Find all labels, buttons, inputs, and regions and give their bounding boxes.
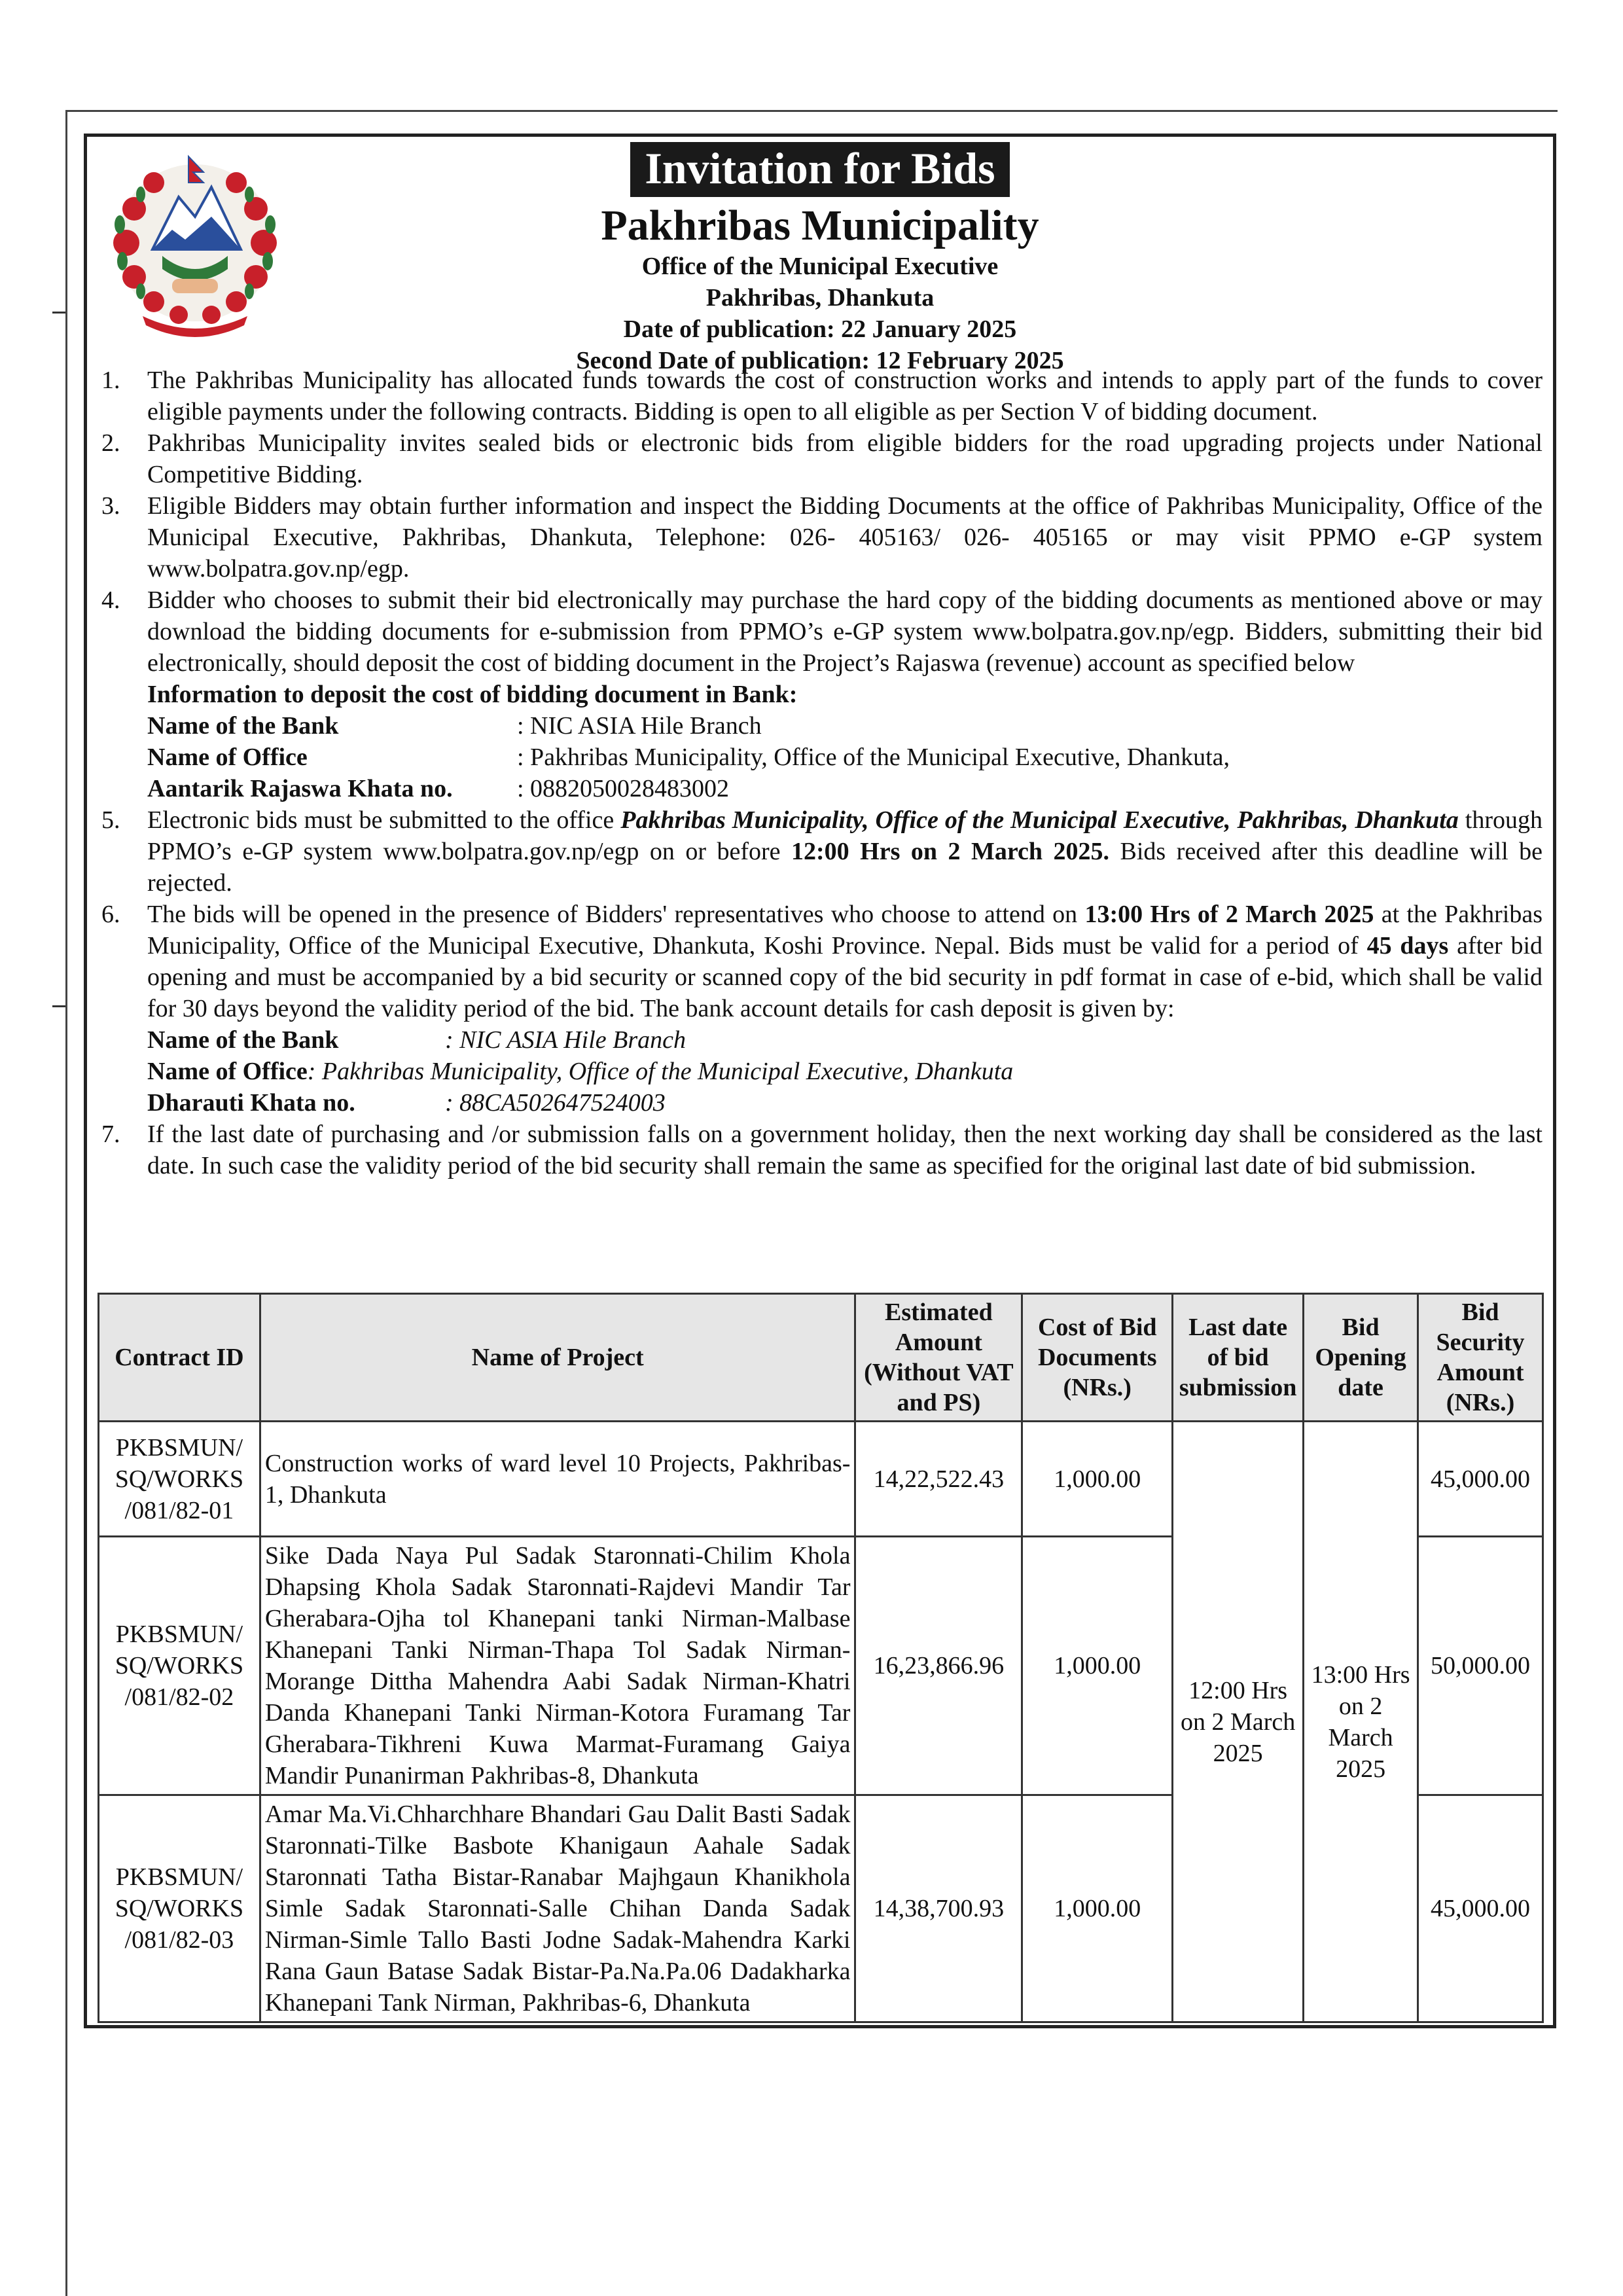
submission-deadline: 12:00 Hrs on 2 March 2025.	[791, 838, 1109, 865]
project-name-cell: Construction works of ward level 10 Projects, Pakhribas-1, Dhankuta	[260, 1422, 855, 1537]
item-number: 3.	[101, 492, 120, 520]
office-name-value: : Pakhribas Municipality, Office of the Municipal Executive, Dhankuta	[307, 1058, 1014, 1085]
item-number: 1.	[101, 367, 120, 394]
notice-body	[98, 365, 1543, 1181]
khata-value: : 88CA502647524003	[445, 1089, 666, 1117]
item-content	[147, 584, 1543, 804]
margin-tick-top	[52, 312, 67, 314]
item-text	[147, 899, 1543, 1024]
item-content	[147, 899, 1543, 1119]
publication-date: Date of publication: 22 January 2025	[623, 315, 1017, 343]
validity-period: 45 days	[1366, 932, 1449, 960]
submission-office: Pakhribas Municipality, Office of the Municipal Executive, Pakhribas, Dhankuta	[620, 806, 1459, 834]
contract-id-cell: PKBSMUN/ SQ/WORKS /081/82-02	[99, 1537, 260, 1795]
office-location: Pakhribas, Dhankuta	[705, 284, 935, 312]
khata-label: Dharauti Khata no.	[147, 1089, 355, 1117]
project-name-cell: Sike Dada Naya Pul Sadak Staronnati-Chilim Khola Dhapsing Khola Sadak Staronnati-Rajdevi Mandir Tar Gherabara-Ojha tol Khanepani tanki Nirman-Malbase Khanepani Tanki Nirman-Thapa Tol Sadak Nirman-Morange Dittha Mahendra Aabi Sadak Nirman-Khatri Danda Khanepani Tanki Nirman-Kotora Furamang Tar Gherabara-Tikhreni Kuwa Marmat-Furamang Gaiya Mandir Punanirman Pakhribas-8, Dhankuta	[260, 1537, 855, 1795]
header-contract-id: Contract ID	[99, 1294, 260, 1422]
second-publication-date: Second Date of publication: 12 February 2025	[576, 347, 1064, 374]
cost-cell: 1,000.00	[1022, 1537, 1173, 1795]
estimated-amount-cell: 14,22,522.43	[855, 1422, 1022, 1537]
header-opening-date: Bid Opening date	[1304, 1294, 1418, 1422]
item-number: 4.	[101, 586, 120, 614]
page-border-left	[65, 110, 67, 2296]
list-item	[98, 899, 1543, 1119]
item-text: Bidder who chooses to submit their bid electronically may purchase the hard copy of the bidding documents as mentioned above or may download the bidding documents for e-submission from PPMO’s e-GP system www.bolpatra.gov.np/egp. Bidders, submitting their bid electronically, should deposit the cost of bidding document in the Project’s Rajaswa (revenue) account as specified below	[147, 586, 1543, 677]
item-text-part: after bid opening and must be accompanied by a bid security or scanned copy of the bid security in pdf format in case of e-bid, which shall be valid for 30 days beyond the validity period of the bid. The bank account details for cash deposit is given by:	[147, 932, 1543, 1022]
cost-cell: 1,000.00	[1022, 1795, 1173, 2022]
khata-row	[147, 773, 1543, 804]
opening-date-cell: 13:00 Hrs on 2 March 2025	[1304, 1422, 1418, 2022]
bid-security-cell: 45,000.00	[1418, 1795, 1543, 2022]
item-number: 6.	[101, 901, 120, 928]
item-text	[147, 804, 1543, 899]
estimated-amount-cell: 14,38,700.93	[855, 1795, 1022, 2022]
office-name-value: : Pakhribas Municipality, Office of the Municipal Executive, Dhankuta,	[517, 744, 1230, 771]
item-text: The Pakhribas Municipality has allocated funds towards the cost of construction works and intends to apply part of the funds to cover eligible payments under the following contracts. Bidding is open to all eligible as per Section V of bidding document.	[147, 367, 1543, 425]
item-text-part: Electronic bids must be submitted to the office	[147, 806, 621, 834]
bank-name-value: : NIC ASIA Hile Branch	[517, 712, 762, 740]
last-date-cell: 12:00 Hrs on 2 March 2025	[1173, 1422, 1304, 2022]
header-project-name: Name of Project	[260, 1294, 855, 1422]
opening-time: 13:00 Hrs of 2 March 2025	[1084, 901, 1374, 928]
item-number: 2.	[101, 429, 120, 457]
table-header-row	[99, 1294, 1543, 1422]
contract-id-cell: PKBSMUN/ SQ/WORKS /081/82-03	[99, 1795, 260, 2022]
bank-name-label: Name of the Bank	[147, 712, 339, 740]
cost-cell: 1,000.00	[1022, 1422, 1173, 1537]
contract-id-cell: PKBSMUN/ SQ/WORKS /081/82-01	[99, 1422, 260, 1537]
office-name-label: Name of Office	[147, 1058, 308, 1085]
header-bid-security: Bid Security Amount (NRs.)	[1418, 1294, 1543, 1422]
notice-header	[87, 142, 1553, 376]
item-text-part: at the Pakhribas Municipality, Office of the Municipal Executive, Dhankuta, Koshi Province. Nepal. Bids must be valid for a period of	[147, 901, 1543, 960]
notice-title: Invitation for Bids	[630, 142, 1009, 197]
bank-name-row	[147, 710, 1543, 742]
bank-name-row	[147, 1024, 1543, 1056]
office-name-row	[147, 742, 1543, 773]
item-text: Pakhribas Municipality invites sealed bids or electronic bids from eligible bidders for the road upgrading projects under National Competitive Bidding.	[147, 429, 1543, 488]
item-text-part: Bids received after this deadline will be rejected.	[147, 838, 1543, 897]
project-name-cell: Amar Ma.Vi.Chharchhare Bhandari Gau Dalit Basti Sadak Staronnati-Tilke Basbote Khanigaun Aahale Sadak Staronnati Tatha Bistar-Ranabar Majhgaun Khanikhola Simle Sadak Staronnati-Salle Chihan Danda Sadak Nirman-Simle Tallo Basti Jodne Sadak-Mahendra Karki Rana Gaun Batase Sadak Bistar-Pa.Na.Pa.06 Dadakharka Khanepani Tank Nirman, Pakhribas-6, Dhankuta	[260, 1795, 855, 2022]
bank-info-heading: Information to deposit the cost of bidding document in Bank:	[147, 681, 798, 708]
municipality-name: Pakhribas Municipality	[601, 202, 1039, 249]
khata-label: Aantarik Rajaswa Khata no.	[147, 775, 453, 802]
list-item	[98, 1119, 1543, 1181]
item-text-part: The bids will be opened in the presence of Bidders' representatives who choose to attend on	[147, 901, 1085, 928]
table-row	[99, 1422, 1543, 1537]
list-item	[98, 804, 1543, 899]
bid-security-cell: 50,000.00	[1418, 1537, 1543, 1795]
page-border-top	[65, 110, 1558, 112]
khata-row	[147, 1087, 1543, 1119]
notice-frame	[84, 134, 1556, 2028]
header-cost-of-documents: Cost of Bid Documents (NRs.)	[1022, 1294, 1173, 1422]
list-item	[98, 490, 1543, 584]
bid-security-cell: 45,000.00	[1418, 1422, 1543, 1537]
header-estimated-amount: Estimated Amount (Without VAT and PS)	[855, 1294, 1022, 1422]
office-name-row	[147, 1056, 1543, 1087]
office-name: Office of the Municipal Executive	[641, 253, 999, 280]
item-text: If the last date of purchasing and /or submission falls on a government holiday, then the next working day shall be considered as the last date. In such case the validity period of the bid security shall remain the same as specified for the original last date of bid submission.	[147, 1121, 1543, 1179]
item-text-part: through PPMO’s e-GP system www.bolpatra.gov.np/egp on or before	[147, 806, 1543, 865]
header-last-date: Last date of bid submission	[1173, 1294, 1304, 1422]
item-text: Eligible Bidders may obtain further information and inspect the Bidding Documents at the office of Pakhribas Municipality, Office of the Municipal Executive, Pakhribas, Dhankuta, Telephone: 026- 405163/ 026- 405165 or may visit PPMO e-GP system www.bolpatra.gov.np/egp.	[147, 492, 1543, 583]
item-number: 5.	[101, 806, 120, 834]
khata-value: : 0882050028483002	[517, 775, 730, 802]
office-name-label: Name of Office	[147, 744, 308, 771]
bank-name-value: : NIC ASIA Hile Branch	[445, 1026, 686, 1054]
estimated-amount-cell: 16,23,866.96	[855, 1537, 1022, 1795]
item-number: 7.	[101, 1121, 120, 1148]
list-item	[98, 584, 1543, 804]
contracts-table	[98, 1293, 1544, 2023]
margin-tick-bottom	[52, 1005, 67, 1007]
list-item	[98, 365, 1543, 427]
list-item	[98, 427, 1543, 490]
bank-name-label: Name of the Bank	[147, 1026, 339, 1054]
